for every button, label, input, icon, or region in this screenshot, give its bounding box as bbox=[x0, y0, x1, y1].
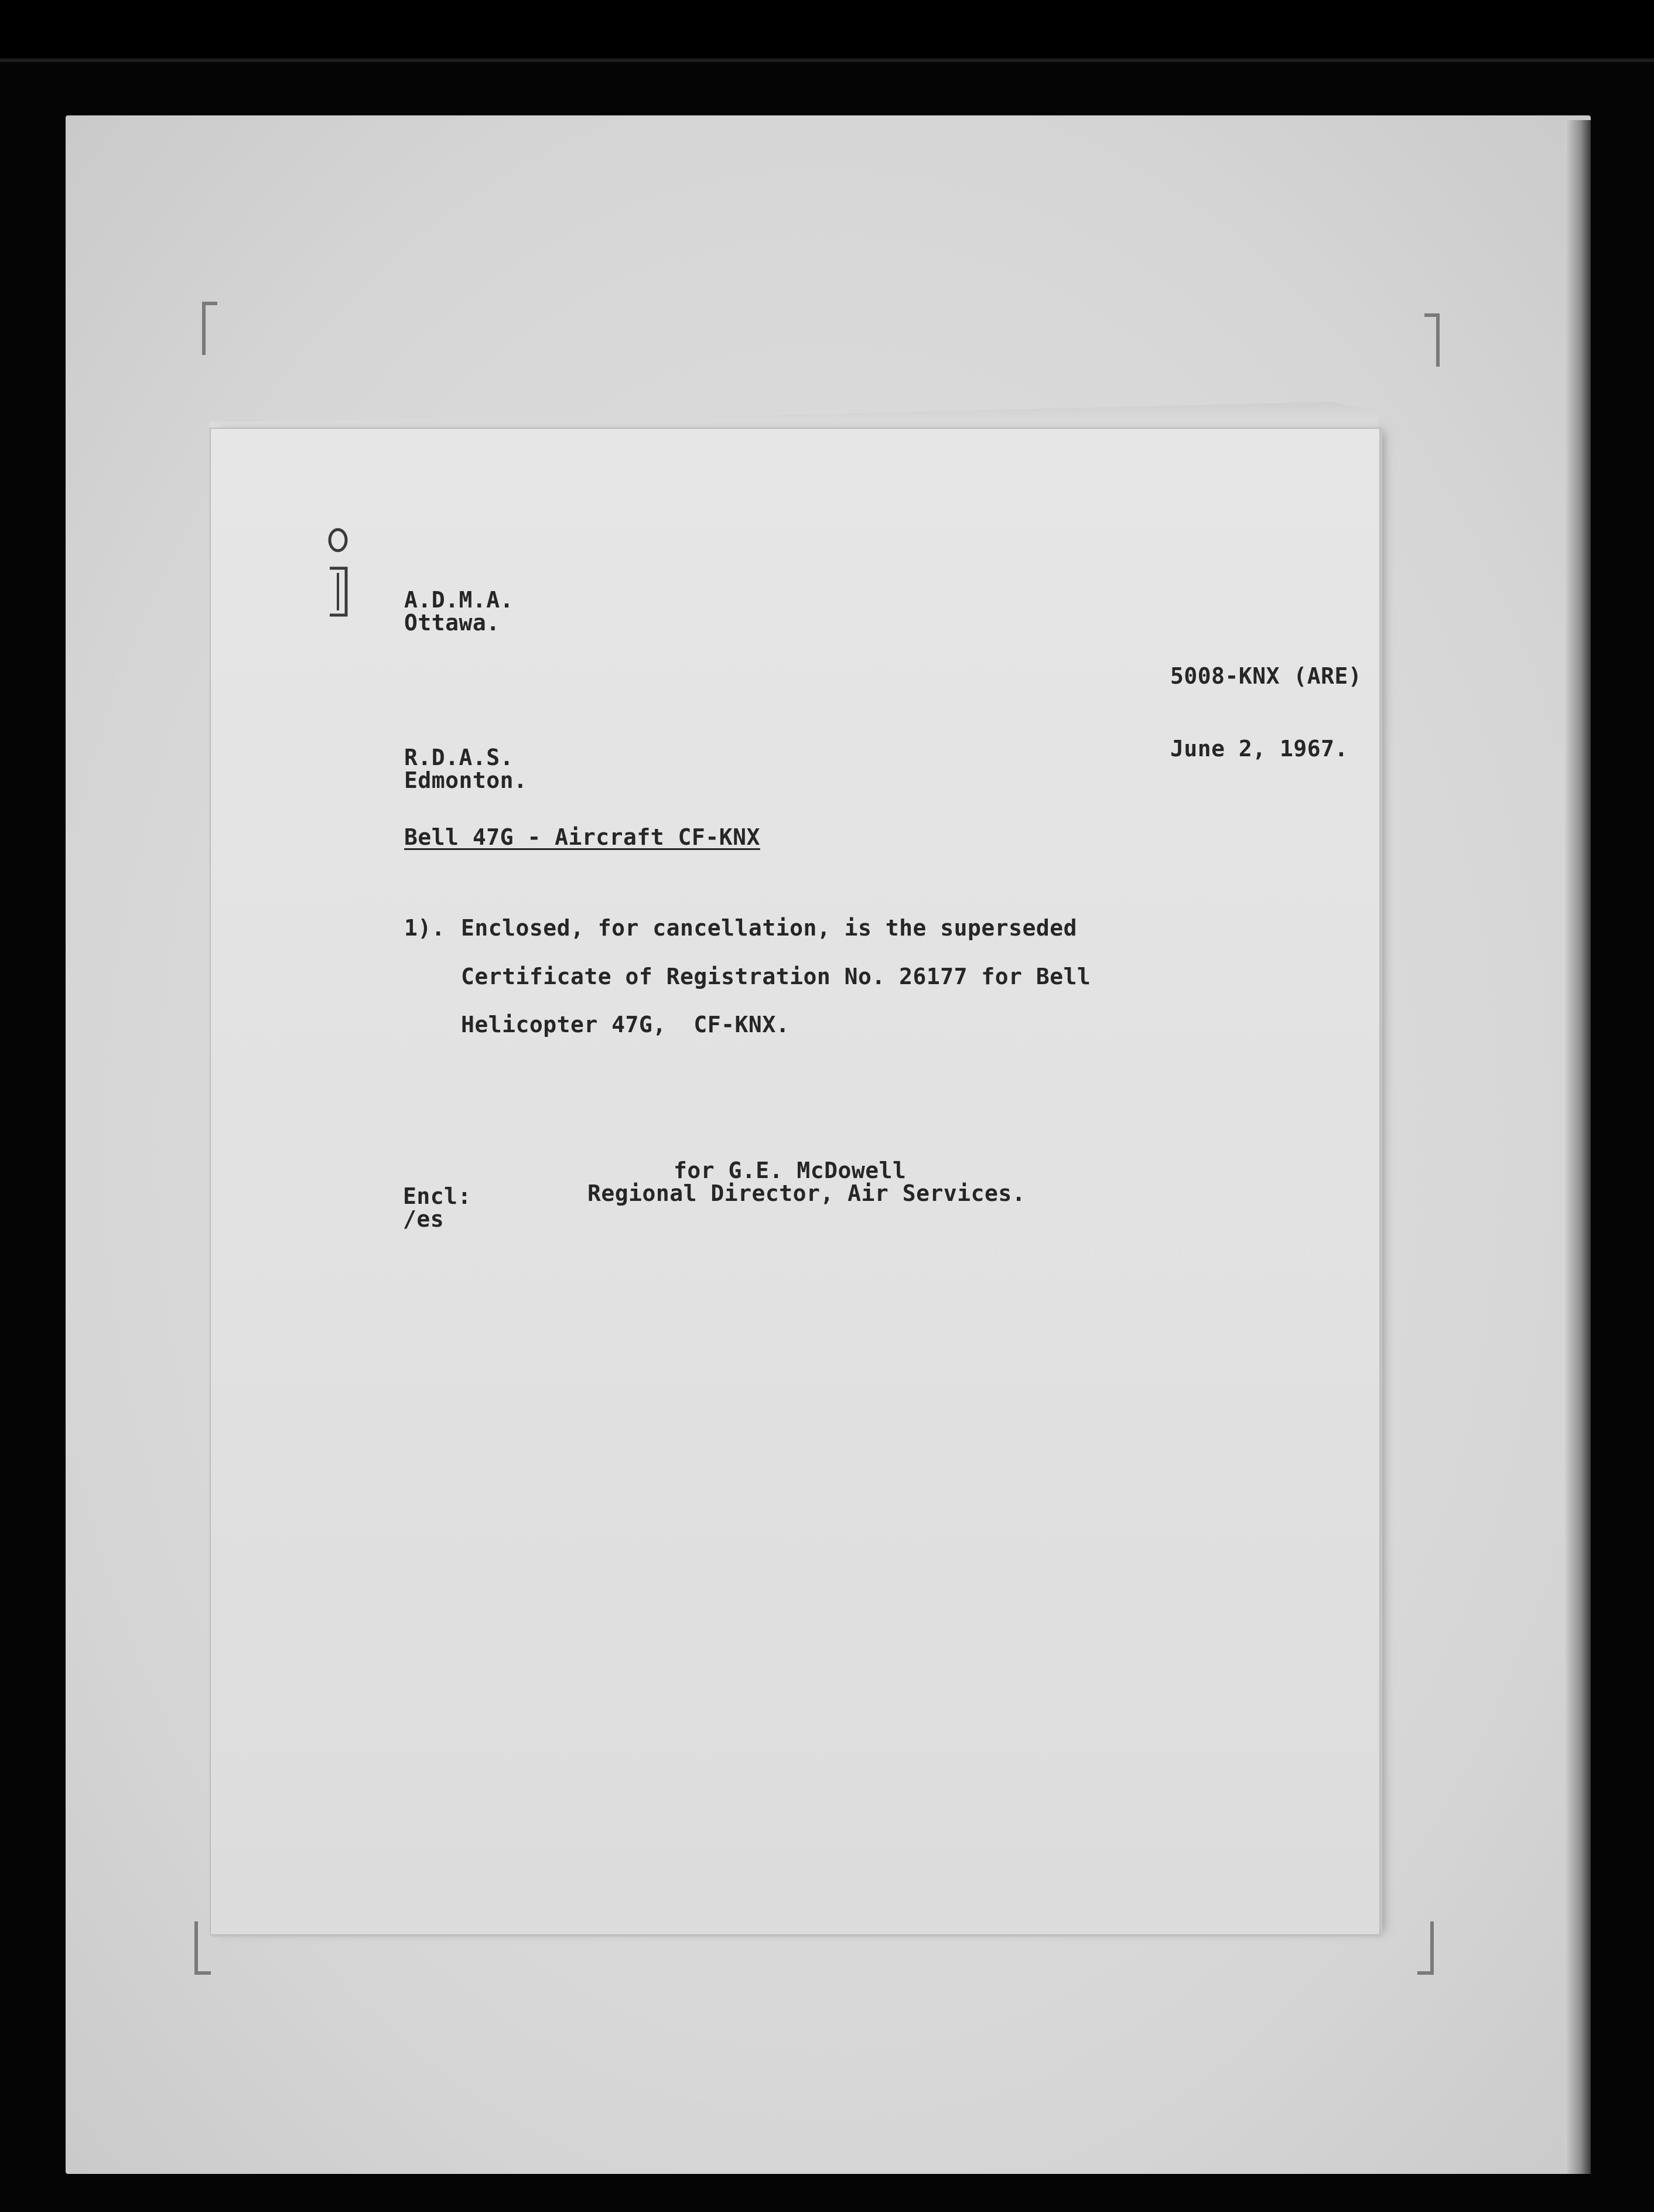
enclosure-line-2: /es bbox=[403, 1206, 445, 1232]
body-line-3: Helicopter 47G, CF-KNX. bbox=[461, 1012, 790, 1037]
memo-subject: Bell 47G - Aircraft CF-KNX bbox=[404, 824, 760, 850]
memo-date: June 2, 1967. bbox=[1170, 736, 1348, 762]
punch-hole-marks bbox=[325, 527, 351, 633]
film-top-strip bbox=[0, 0, 1654, 62]
signature-line-1: for G.E. McDowell bbox=[674, 1158, 907, 1183]
crop-mark-top-right bbox=[1424, 313, 1440, 367]
to-line-1: A.D.M.A. bbox=[404, 587, 514, 613]
body-line-1: Enclosed, for cancellation, is the superseded bbox=[461, 915, 1078, 941]
crop-mark-bottom-left bbox=[194, 1921, 211, 1975]
from-line-2: Edmonton. bbox=[404, 767, 528, 793]
file-reference: 5008-KNX (ARE) bbox=[1170, 663, 1362, 689]
mount-right-edge bbox=[1565, 120, 1591, 2174]
from-line-1: R.D.A.S. bbox=[404, 745, 514, 770]
crop-mark-top-left bbox=[202, 302, 217, 355]
crop-mark-bottom-right bbox=[1417, 1921, 1434, 1975]
signature-line-2: Regional Director, Air Services. bbox=[587, 1180, 1026, 1206]
to-line-2: Ottawa. bbox=[404, 610, 500, 636]
body-line-2: Certificate of Registration No. 26177 for Bell bbox=[461, 964, 1091, 989]
enclosure-line-1: Encl: bbox=[403, 1183, 471, 1209]
paragraph-number: 1). bbox=[404, 915, 446, 941]
